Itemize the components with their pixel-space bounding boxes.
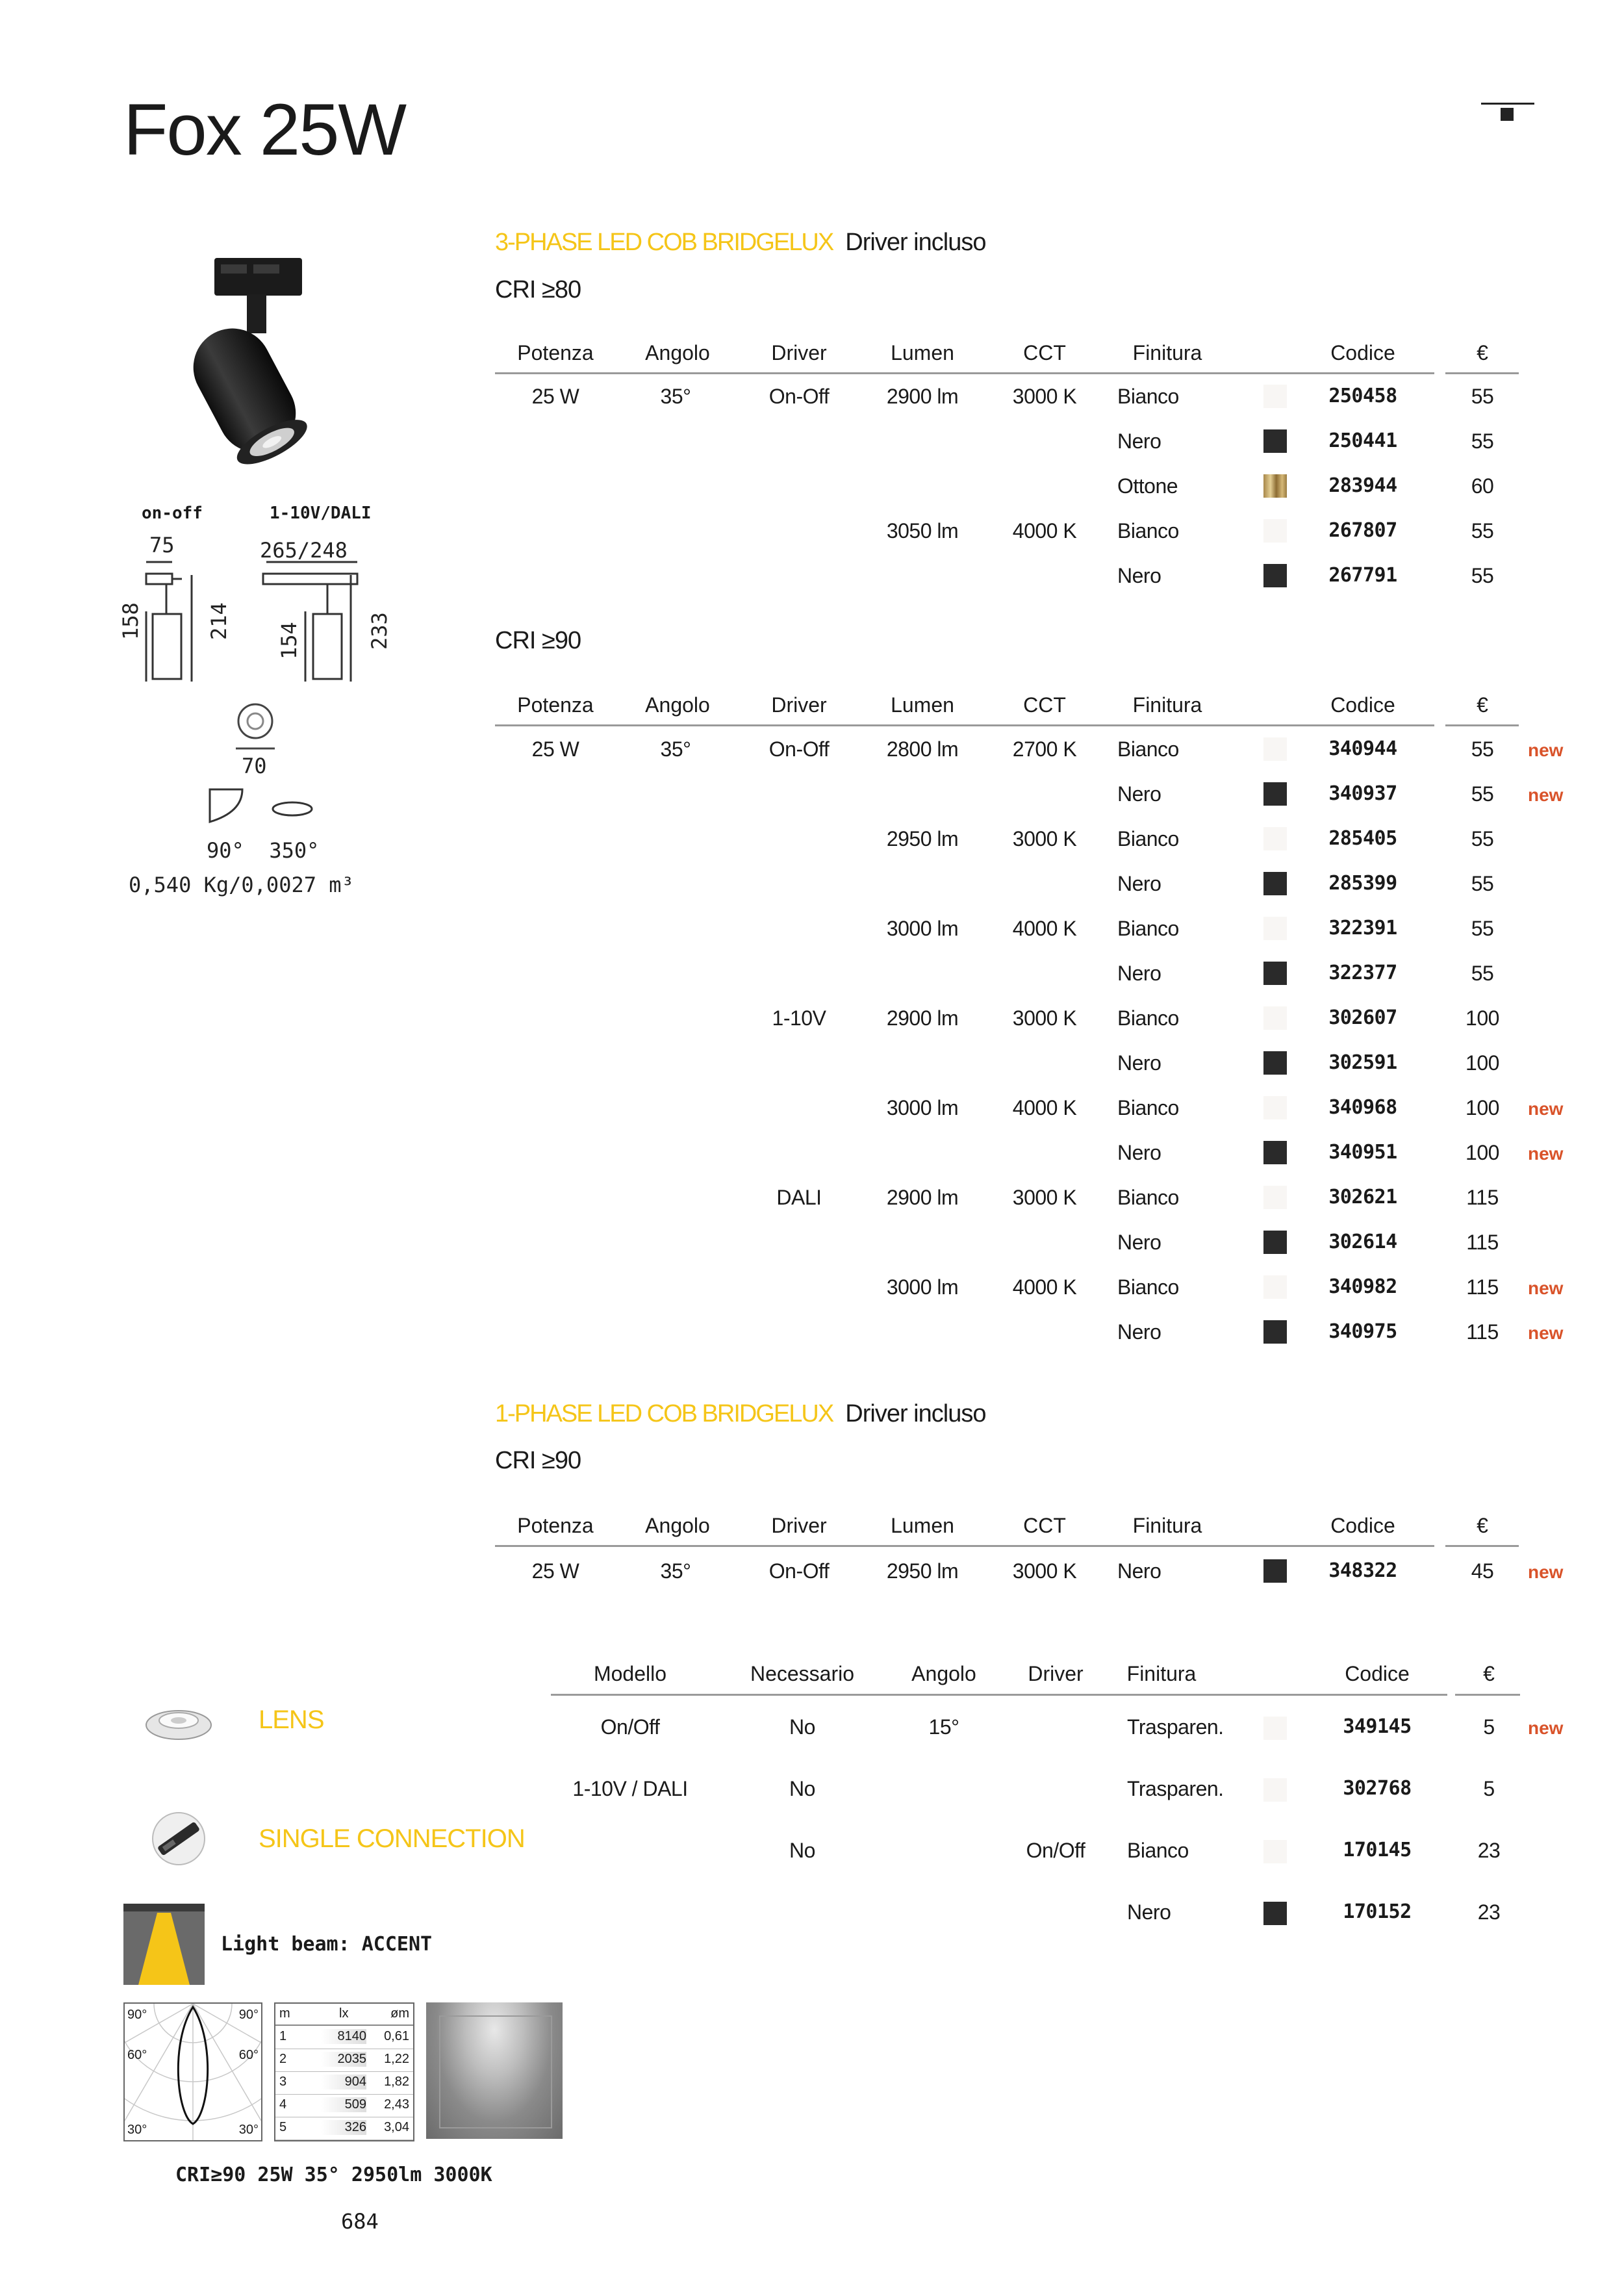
lumen-cell: 3000 lm	[886, 917, 959, 940]
polar-label-3: 60°	[127, 2048, 147, 2062]
new-badge: new	[1528, 740, 1564, 760]
table-header: Lumen	[891, 693, 954, 717]
finish-label: Nero	[1117, 962, 1161, 985]
accessory-header: Necessario	[750, 1662, 855, 1685]
polar-label-5: 30°	[127, 2123, 147, 2137]
finish-swatch	[1263, 474, 1287, 498]
lumen-cell: 2900 lm	[886, 1186, 959, 1209]
driver-cell: DALI	[776, 1186, 822, 1209]
table-row	[0, 385, 1624, 429]
finish-label: Trasparen.	[1127, 1777, 1224, 1800]
section2-heading	[495, 1400, 985, 1428]
driver-cell: On-Off	[768, 385, 830, 408]
product-code: 267807	[1328, 519, 1397, 542]
page-title: Fox 25W	[123, 89, 406, 170]
table-row	[0, 872, 1624, 917]
accessory-header: €	[1483, 1662, 1495, 1685]
cct-cell: 4000 K	[1012, 917, 1077, 940]
finish-swatch	[1263, 1902, 1287, 1925]
height2-dali: 233	[367, 612, 392, 650]
finish-label: Nero	[1117, 1320, 1161, 1344]
finish-label: Bianco	[1117, 385, 1179, 408]
finish-label: Nero	[1117, 429, 1161, 453]
lumen-cell: 2900 lm	[886, 1006, 959, 1030]
section2-heading-product: 1-PHASE LED COB BRIDGELUX	[495, 1400, 833, 1427]
lux-cell: 904	[321, 2075, 366, 2089]
table-row	[0, 1275, 1624, 1320]
finish-swatch	[1263, 1275, 1287, 1299]
product-code: 348322	[1328, 1559, 1397, 1582]
price-cell: 115	[1466, 1231, 1499, 1254]
finish-swatch	[1263, 1717, 1287, 1740]
price-cell: 115	[1466, 1275, 1499, 1299]
weight-volume: 0,540 Kg/0,0027 m³	[129, 873, 354, 897]
illuminance-row	[275, 2071, 413, 2095]
dali-label: 1-10V/DALI	[270, 504, 372, 523]
accessory-row	[0, 1715, 1624, 1754]
angolo-cell: 35°	[660, 737, 691, 761]
new-badge: new	[1528, 1099, 1564, 1119]
section1-heading-product: 3-PHASE LED COB BRIDGELUX	[495, 229, 833, 256]
section1-heading-driver: Driver incluso	[845, 229, 986, 256]
product-code: 250458	[1328, 385, 1397, 407]
cct-cell: 3000 K	[1012, 385, 1077, 408]
table-header: CCT	[1023, 693, 1066, 717]
finish-swatch	[1263, 917, 1287, 940]
accessory-header: Finitura	[1126, 1662, 1197, 1685]
product-code: 302614	[1328, 1231, 1397, 1253]
driver-cell: 1-10V	[772, 1006, 826, 1030]
price-cell: 100	[1465, 1006, 1499, 1030]
beam-diameter-cell: 2,43	[384, 2097, 409, 2112]
table-header: Driver	[771, 1514, 827, 1537]
modello-cell: On/Off	[600, 1715, 660, 1739]
potenza-cell: 25 W	[531, 1559, 579, 1583]
product-code: 302768	[1343, 1777, 1412, 1800]
necessario-cell: No	[789, 1839, 815, 1862]
driver-cell: On/Off	[1026, 1839, 1085, 1862]
rule-spacer	[1434, 372, 1445, 375]
table-row	[0, 1051, 1624, 1096]
table-row	[0, 962, 1624, 1006]
cct-cell: 4000 K	[1012, 519, 1077, 543]
table-header: CCT	[1023, 1514, 1066, 1537]
table-header: Angolo	[645, 693, 710, 717]
table-header: Lumen	[891, 1514, 954, 1537]
product-code: 250441	[1328, 429, 1397, 452]
cct-cell: 3000 K	[1012, 1006, 1077, 1030]
finish-label: Bianco	[1117, 917, 1179, 940]
lumen-cell: 3000 lm	[886, 1096, 959, 1119]
table-row	[0, 1186, 1624, 1231]
price-cell: 100	[1465, 1141, 1499, 1164]
finish-label: Nero	[1127, 1900, 1171, 1924]
price-rule	[1445, 1545, 1519, 1547]
lumen-cell: 2950 lm	[886, 1559, 959, 1583]
diameter-value: 70	[242, 754, 267, 778]
illuminance-row	[275, 2094, 413, 2117]
finish-label: Nero	[1117, 1559, 1161, 1583]
cct-cell: 2700 K	[1012, 737, 1077, 761]
potenza-cell: 25 W	[531, 385, 579, 408]
width-onoff: 75	[149, 533, 175, 557]
section2-cri90-label: CRI ≥90	[495, 1447, 581, 1474]
finish-swatch	[1263, 872, 1287, 895]
table-row	[0, 429, 1624, 474]
product-code: 340982	[1328, 1275, 1397, 1298]
product-code: 340944	[1328, 737, 1397, 760]
price-cell: 55	[1471, 962, 1494, 985]
product-code: 322391	[1328, 917, 1397, 939]
height1-dali: 154	[277, 622, 301, 659]
table-header: Potenza	[517, 341, 594, 364]
price-cell: 5	[1483, 1715, 1495, 1739]
accessory-row	[0, 1777, 1624, 1816]
cct-cell: 3000 K	[1012, 827, 1077, 850]
finish-swatch	[1263, 1141, 1287, 1164]
product-code: 285405	[1328, 827, 1397, 850]
price-cell: 55	[1471, 917, 1494, 940]
lumen-cell: 2800 lm	[886, 737, 959, 761]
product-code: 349145	[1343, 1715, 1412, 1738]
product-code: 340975	[1328, 1320, 1397, 1343]
angolo-cell: 15°	[928, 1715, 959, 1739]
finish-label: Bianco	[1117, 1186, 1179, 1209]
table-header: Angolo	[645, 1514, 710, 1537]
header-rule	[495, 372, 1499, 374]
table-header: Lumen	[891, 341, 954, 364]
table-header: Codice	[1330, 693, 1395, 717]
product-code: 302607	[1328, 1006, 1397, 1029]
table-header: Finitura	[1132, 1514, 1202, 1537]
potenza-cell: 25 W	[531, 737, 579, 761]
finish-swatch	[1263, 519, 1287, 543]
beam-diameter-cell: 3,04	[384, 2120, 409, 2134]
table-header: Finitura	[1132, 341, 1202, 364]
polar-diagram	[123, 2002, 262, 2141]
finish-swatch	[1263, 1006, 1287, 1030]
finish-swatch	[1263, 827, 1287, 850]
table-header: Finitura	[1132, 693, 1202, 717]
new-badge: new	[1528, 1562, 1564, 1582]
accessory-rule	[551, 1694, 1447, 1696]
cct-cell: 3000 K	[1012, 1186, 1077, 1209]
finish-swatch	[1263, 1320, 1287, 1344]
track-rail-icon	[1481, 103, 1534, 122]
table-header: €	[1477, 341, 1488, 364]
beam-diameter-cell: 1,82	[384, 2075, 409, 2089]
beam-diameter-cell: 1,22	[384, 2052, 409, 2066]
price-cell: 115	[1466, 1320, 1499, 1344]
accessory-price-rule	[1455, 1694, 1520, 1696]
illuminance-header-lx: lx	[339, 2006, 349, 2021]
finish-label: Bianco	[1117, 519, 1179, 543]
finish-swatch	[1263, 429, 1287, 453]
finish-label: Bianco	[1117, 1006, 1179, 1030]
product-code: 340937	[1328, 782, 1397, 805]
finish-label: Bianco	[1117, 1096, 1179, 1119]
lumen-cell: 2950 lm	[886, 827, 959, 850]
finish-label: Nero	[1117, 1051, 1161, 1075]
illuminance-row	[275, 2049, 413, 2072]
finish-label: Nero	[1117, 1141, 1161, 1164]
illuminance-row	[275, 2026, 413, 2049]
finish-label: Trasparen.	[1127, 1715, 1224, 1739]
price-cell: 55	[1471, 872, 1494, 895]
lux-cell: 8140	[321, 2029, 366, 2044]
necessario-cell: No	[789, 1715, 815, 1739]
price-cell: 55	[1471, 737, 1494, 761]
accessory-header: Driver	[1028, 1662, 1084, 1685]
product-code: 302621	[1328, 1186, 1397, 1208]
distance-cell: 3	[279, 2075, 287, 2089]
height1-onoff: 158	[118, 602, 143, 640]
price-cell: 115	[1466, 1186, 1499, 1209]
accessory-header: Codice	[1345, 1662, 1410, 1685]
lux-cell: 2035	[321, 2052, 366, 2067]
lens-image	[143, 1696, 214, 1748]
finish-label: Nero	[1117, 872, 1161, 895]
price-rule	[1445, 372, 1519, 374]
price-cell: 55	[1471, 827, 1494, 850]
product-code: 267791	[1328, 564, 1397, 587]
driver-cell: On-Off	[768, 737, 830, 761]
table-header: Driver	[771, 693, 827, 717]
product-code: 302591	[1328, 1051, 1397, 1074]
illuminance-header	[275, 2004, 413, 2026]
price-cell: 55	[1471, 564, 1494, 587]
table-row	[0, 827, 1624, 872]
page-number: 684	[341, 2209, 379, 2234]
polar-label-4: 60°	[238, 2048, 259, 2062]
polar-label-1: 90°	[127, 2008, 147, 2022]
width-dali: 265/248	[260, 538, 348, 563]
product-code: 170152	[1343, 1900, 1412, 1923]
table-row	[0, 1006, 1624, 1051]
lumen-cell: 3000 lm	[886, 1275, 959, 1299]
table-header: Angolo	[645, 341, 710, 364]
price-cell: 23	[1477, 1900, 1501, 1924]
table-row	[0, 474, 1624, 519]
finish-label: Nero	[1117, 564, 1161, 587]
finish-swatch	[1263, 1051, 1287, 1075]
price-cell: 55	[1471, 782, 1494, 806]
price-cell: 60	[1471, 474, 1494, 498]
finish-swatch	[1263, 1559, 1287, 1583]
polar-label-6: 30°	[238, 2123, 259, 2137]
cct-cell: 4000 K	[1012, 1275, 1077, 1299]
section2-heading-driver: Driver incluso	[845, 1400, 986, 1427]
cri90-label: CRI ≥90	[495, 627, 581, 654]
new-badge: new	[1528, 1718, 1564, 1738]
illuminance-header-m: m	[279, 2006, 290, 2021]
header-rule	[495, 1545, 1499, 1547]
distance-cell: 2	[279, 2052, 287, 2066]
rendering-image	[426, 2002, 563, 2139]
accessory-header: Angolo	[911, 1662, 976, 1685]
table-row	[0, 917, 1624, 962]
modello-cell: 1-10V / DALI	[572, 1777, 688, 1800]
photometry-caption: CRI≥90 25W 35° 2950lm 3000K	[175, 2164, 492, 2186]
product-code: 285399	[1328, 872, 1397, 895]
finish-swatch	[1263, 737, 1287, 761]
light-beam-label: Light beam: ACCENT	[221, 1933, 433, 1956]
necessario-cell: No	[789, 1777, 815, 1800]
finish-swatch	[1263, 1778, 1287, 1802]
accessory-row	[0, 1839, 1624, 1878]
cct-cell: 3000 K	[1012, 1559, 1077, 1583]
distance-cell: 1	[279, 2029, 287, 2043]
finish-swatch	[1263, 1186, 1287, 1209]
height2-onoff: 214	[207, 602, 231, 640]
product-code: 340951	[1328, 1141, 1397, 1164]
light-beam-icon	[123, 1904, 205, 1985]
finish-swatch	[1263, 782, 1287, 806]
product-code: 170145	[1343, 1839, 1412, 1861]
lens-label: LENS	[259, 1706, 324, 1734]
price-cell: 55	[1471, 519, 1494, 543]
cct-cell: 4000 K	[1012, 1096, 1077, 1119]
table-header: Codice	[1330, 341, 1395, 364]
rotation-values: 90° 350°	[207, 838, 320, 863]
section1-heading	[495, 229, 985, 257]
product-code: 283944	[1328, 474, 1397, 497]
new-badge: new	[1528, 1278, 1564, 1298]
table-row	[0, 1559, 1624, 1604]
table-header: Driver	[771, 341, 827, 364]
new-badge: new	[1528, 1323, 1564, 1343]
table-header: CCT	[1023, 341, 1066, 364]
distance-cell: 4	[279, 2097, 287, 2112]
finish-swatch	[1263, 385, 1287, 408]
table-header: Codice	[1330, 1514, 1395, 1537]
lux-cell: 509	[321, 2097, 366, 2112]
table-row	[0, 782, 1624, 827]
table-row	[0, 1141, 1624, 1186]
finish-swatch	[1263, 1840, 1287, 1863]
accessory-header: Modello	[593, 1662, 667, 1685]
table-header: €	[1477, 693, 1488, 717]
price-cell: 5	[1483, 1777, 1495, 1800]
finish-label: Bianco	[1117, 737, 1179, 761]
table-row	[0, 564, 1624, 609]
finish-swatch	[1263, 1231, 1287, 1254]
polar-label-2: 90°	[238, 2008, 259, 2022]
price-cell: 100	[1465, 1051, 1499, 1075]
lumen-cell: 3050 lm	[886, 519, 959, 543]
finish-label: Ottone	[1117, 474, 1178, 498]
price-cell: 100	[1465, 1096, 1499, 1119]
angolo-cell: 35°	[660, 385, 691, 408]
product-code: 322377	[1328, 962, 1397, 984]
header-rule	[495, 724, 1499, 726]
price-cell: 23	[1477, 1839, 1501, 1862]
rule-spacer	[1434, 1544, 1445, 1548]
cri80-label: CRI ≥80	[495, 276, 581, 303]
illuminance-table	[274, 2002, 414, 2141]
table-row	[0, 1231, 1624, 1275]
table-header: €	[1477, 1514, 1488, 1537]
finish-swatch	[1263, 962, 1287, 985]
finish-label: Bianco	[1127, 1839, 1189, 1862]
illuminance-row	[275, 2117, 413, 2140]
price-cell: 45	[1471, 1559, 1494, 1583]
illuminance-header-om: øm	[390, 2006, 409, 2021]
rule-spacer	[1434, 724, 1445, 727]
connection-label: SINGLE CONNECTION	[259, 1824, 525, 1853]
table-header: Potenza	[517, 693, 594, 717]
connection-image	[146, 1809, 211, 1868]
onoff-label: on-off	[142, 504, 203, 523]
table-row	[0, 1320, 1624, 1365]
lumen-cell: 2900 lm	[886, 385, 959, 408]
distance-cell: 5	[279, 2120, 287, 2134]
finish-label: Bianco	[1117, 827, 1179, 850]
beam-diameter-cell: 0,61	[384, 2029, 409, 2043]
table-row	[0, 737, 1624, 782]
table-row	[0, 1096, 1624, 1141]
lux-cell: 326	[321, 2120, 366, 2135]
price-cell: 55	[1471, 385, 1494, 408]
finish-label: Nero	[1117, 782, 1161, 806]
new-badge: new	[1528, 1143, 1564, 1164]
price-rule	[1445, 724, 1519, 726]
table-header: Potenza	[517, 1514, 594, 1537]
finish-swatch	[1263, 564, 1287, 587]
product-code: 340968	[1328, 1096, 1397, 1119]
finish-label: Bianco	[1117, 1275, 1179, 1299]
driver-cell: On-Off	[768, 1559, 830, 1583]
finish-swatch	[1263, 1096, 1287, 1119]
angolo-cell: 35°	[660, 1559, 691, 1583]
new-badge: new	[1528, 785, 1564, 805]
table-row	[0, 519, 1624, 564]
finish-label: Nero	[1117, 1231, 1161, 1254]
price-cell: 55	[1471, 429, 1494, 453]
